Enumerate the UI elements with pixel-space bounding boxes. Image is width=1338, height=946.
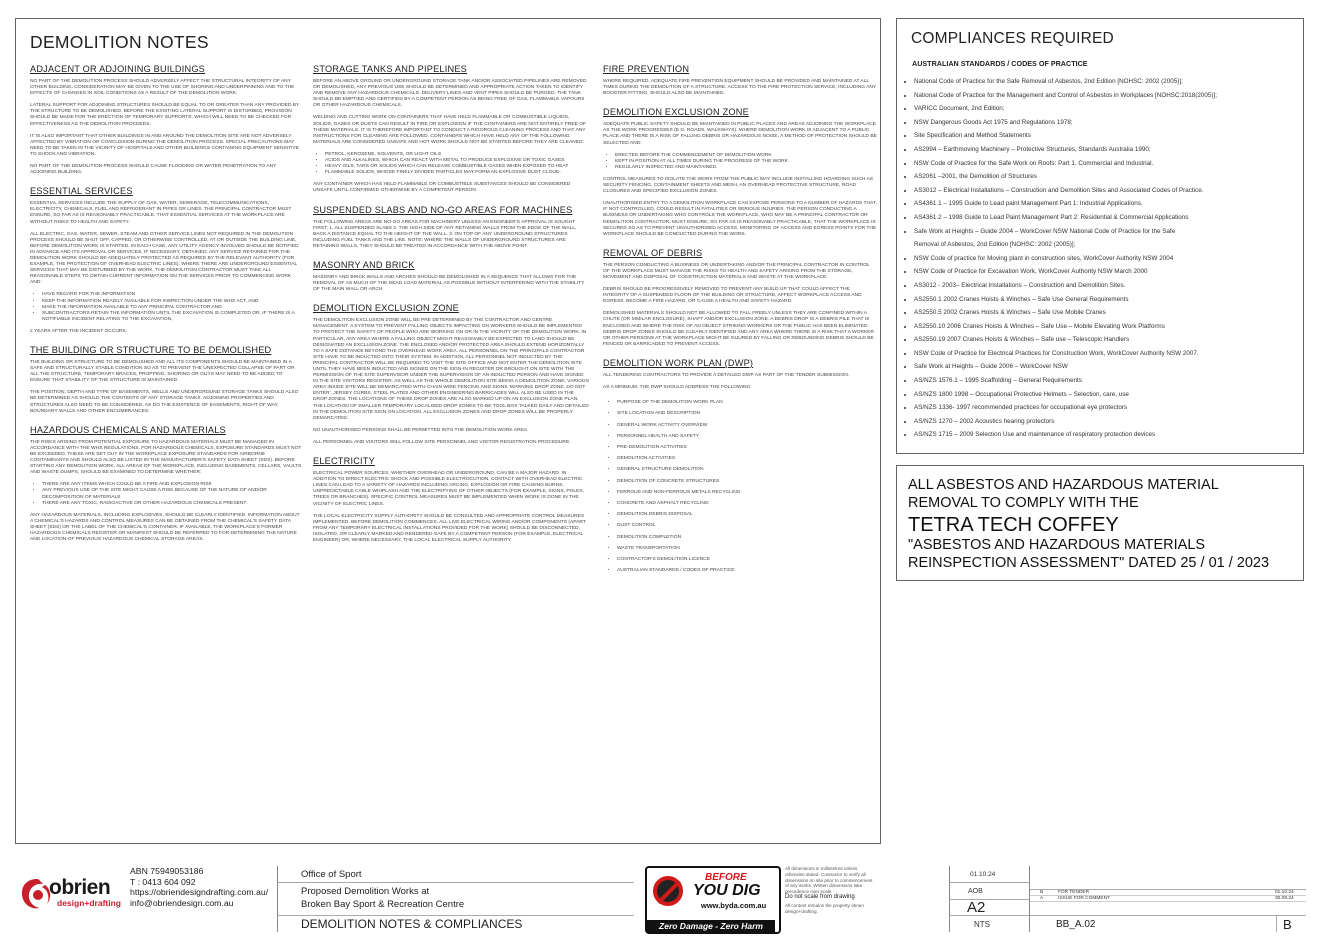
section-paragraph: AS A MINIMUM, THE DWP SHOULD ADDRESS THE FOLLOWING: — [603, 385, 752, 390]
section-paragraph: ANY CONTAINER WHICH HAS HELD FLAMMABLE OR COMBUSTIBLE SUBSTANCES SHOULD BE CONSIDERED UNSAFE UNTIL CONFIRMED OTHERWISE BY A COMPETENT PERSON — [313, 182, 571, 194]
sheet-size: A2 — [967, 899, 986, 916]
compliance-item: • NSW Code of Practice for Excavation Work, WorkCover Authority NSW March 2000 — [914, 265, 1309, 279]
asbestos-note-line-4: "ASBESTOS AND HAZARDOUS MATERIALS — [908, 537, 1206, 553]
bullet-item: • WASTE TRANSPORTATION — [617, 543, 877, 554]
section-paragraph: UNAUTHORISED ENTRY TO A DEMOLITION WORKPLACE CAN EXPOSE PERSONS TO A NUMBER OF HAZARDS THAT, IF NOT CONTROLLED, COULD RESULT IN FATALITIES OR SERIOUS INJURIES. THE PERSON CONDUCTING A BUSINESS OR UNDERTAKING WHO CONTROLS THE WORKPLACE, WHO MAY BE A PRINCIPAL CONTRACTOR OR DEMOLITION CONTRACTOR, MUST ENSURE, SO FAR AS IS REASONABLY PRACTICABLE, THAT THE WORKPLACE IS SECURED SO AS TO PREVENT UNAUTHORISED ACCESS. MONITORING OF ACCESS AND EGRESS POINTS FOR THE WORKPLACE SHOULD BE CONDUCTED DURING THE WORK. — [603, 201, 877, 237]
demolition-notes-panel — [15, 18, 881, 844]
compliance-item: • Site Specification and Method Statements — [914, 129, 1309, 143]
compliance-item: • National Code of Practice for the Safe Removal of Asbestos, 2nd Edition [NOHSC: 2002 (2005)]; — [914, 75, 1309, 89]
notes-section — [313, 260, 589, 293]
company-phone: T : 0413 604 092 — [130, 876, 196, 887]
section-paragraph: MASONRY AND BRICK WALLS AND ARCHES SHOULD BE DEMOLISHED IN A SEQUENCE THAT ALLOWS FOR THE REMOVAL OF AS MUCH OF THE DEAD LOAD MATERIAL AS POSSIBLE WITHOUT INTERFERING WITH THE STABILITY OF THE MAIN WALL OR ARCH. — [313, 274, 585, 293]
notes-section — [313, 303, 589, 446]
dyd-line-2: YOU DIG — [693, 882, 761, 899]
compliances-title: COMPLIANCES REQUIRED — [911, 30, 1114, 47]
logo-tagline: design+drafting — [57, 898, 121, 908]
bullet-item: • REGULARLY INSPECTED AND MAINTAINED. — [615, 165, 877, 171]
section-heading: ELECTRICITY — [313, 456, 375, 467]
notes-text: All dimensions in millimetres unless otherwise stated. Contractor to verify all dimensions on site prior to commencement of any works. Written dimensions take precedence over scale. — [785, 866, 873, 895]
compliance-item: • National Code of Practice for the Management and Control of Asbestos in Workplaces [NOHSC:2018(2005)]; — [914, 89, 1309, 103]
revision-date: 30.09.24 — [1275, 896, 1294, 901]
compliance-item: • AS4361.1 – 1995 Guide to Lead paint Management Part 1: Industrial Applications. — [914, 197, 1309, 211]
section-heading: DEMOLITION EXCLUSION ZONE — [603, 107, 749, 118]
section-bullet-list — [603, 153, 877, 171]
bullet-item: • PRE-DEMOLITION ACTIVITIES — [617, 442, 877, 453]
compliance-item: • AS/NZS 1715 – 2009 Selection Use and maintenance of respiratory protection devices — [914, 428, 1309, 442]
bullet-item: • SUBCONTRACTORS RETAIN THE INFORMATION UNTIL THE EXCAVATION IS COMPLETED OR, IF THERE IS A NOTIFIABLE INCIDENT RELATING TO THE EXCAVATION, — [42, 311, 302, 323]
section-heading: SUSPENDED SLABS AND NO-GO AREAS FOR MACHINES — [313, 204, 573, 215]
section-paragraph: 2 YEARS AFTER THE INCIDENT OCCURS. — [30, 328, 128, 334]
company-logo — [19, 874, 127, 914]
revision-code: A — [1040, 896, 1044, 901]
section-paragraph: THE PERSON CONDUCTING A BUSINESS OR UNDERTAKING AND/OR THE PRINCIPAL CONTRACTOR IN CONTROL OF THE WORKPLACE MUST MANAGE THE RISKS TO HEALTH AND SAFETY ARISING FROM THE STORAGE, MOVEMENT AND DISPOSAL OF CONSTRUCTION MATERIALS AND WASTE AT THE WORKPLACE. — [603, 262, 870, 280]
section-paragraph: WELDING AND CUTTING WORK ON CONTAINERS THAT HAVE HELD FLAMMABLE OR COMBUSTIBLE LIQUIDS, SOLIDS, GASES OR DUSTS CAN RESULT IN FIRE OR EXPLOSION IF THE CONTAINERS ARE NOT ENTIRELY FREE OF THESE MATERIALS. IT IS THEREFORE IMPORTANT TO CONDUCT A RIGOROUS CLEANING PROCESS AND THAT ANY INSTRUCTIONS FOR CLEANING ARE FOLLOWED. CONTAINERS WHICH HAVE HELD ANY OF THE FOLLOWING MATERIALS ARE CONSIDERED UNSAFE AND HOT WORK SHOULD NOT BE STARTED BEFORE THEY ARE CLEANED: — [313, 115, 587, 145]
revision-description: FOR TENDER — [1058, 890, 1090, 895]
bullet-item: • DUST CONTROL — [617, 520, 877, 531]
section-paragraph: BEFORE AN ABOVE GROUND OR UNDERGROUND STORAGE TANK AND/OR ASSOCIATED PIPELINES ARE REMOVED OR DEMOLISHED, ANY PREVIOUS USE SHOULD BE DETERMINED AND APPROPRIATE ACTION TAKEN TO IDENTIFY AND REMOVE ANY HAZARDOUS CHEMICALS. DELIVERY LINES AND VENT PIPES SHOULD BE PURGED. THE TANK SHOULD BE EMPTIED AND CERTIFIED BY A COMPETENT PERSON AS BEING FREE OF GAS, FLAMMABLE VAPOURS OR OTHER HAZARDOUS CHEMICALS. — [313, 79, 587, 109]
notes-section — [313, 205, 589, 250]
compliance-item: • NSW Code of Practice for the Safe Work on Roofs: Part 1. Commercial and Industrial. — [914, 157, 1309, 171]
compliance-item: • AS/NZS 1336- 1997 recommended practices for occupational eye protectors — [914, 401, 1309, 415]
section-paragraph: NO PART OF THE DEMOLITION PROCESS SHOULD ADVERSELY AFFECT THE STRUCTURAL INTEGRITY OF ANY OTHER BUILDING. CONSIDERATION MAY BE GIVEN TO THE USE OF SHORING AND UNDERPINNING AND TO THE EFFECTS OF CHANGES IN SOIL CONDITIONS AS A RESULT OF THE DEMOLITION WORK. — [30, 79, 295, 97]
compliance-item: • AS/NZS 1800 1998 – Occupational Protective Helmets – Selection, care, use — [914, 388, 1309, 402]
asbestos-note-line-3: TETRA TECH COFFEY — [908, 514, 1119, 536]
compliance-item: • AS2550.10 2006 Cranes Hoists & Winches – Safe Use – Mobile Elevating Work Platforms — [914, 320, 1309, 334]
section-bullet-list — [30, 482, 302, 506]
section-heading: DEMOLITION WORK PLAN (DWP) — [603, 357, 754, 368]
bullet-item: • ANY PREVIOUS USE OF THE SITE MIGHT CAUSE A RISK BECAUSE OF THE NATURE OF AND/OR DECOMPOSITION OF MATERIALS — [42, 488, 302, 500]
client-name: Office of Sport — [301, 869, 362, 880]
section-bullet-list — [30, 292, 302, 322]
logo-name: obrien — [49, 876, 111, 899]
section-paragraph: THE POSITION, DEPTH AND TYPE OF BASEMENTS, WELLS AND UNDERGROUND STORAGE TANKS SHOULD ALSO BE DETERMINED AS SHOULD THE CONTENTS OF ANY STORAGE TANKS. ADJOINING PROPERTIES AND STRUCTURES ALSO NEED TO BE CONSIDERED, AS DO THE EXISTENCE OF EASEMENTS, RIGHT OF WAY, BOUNDARY WALLS AND OTHER ENCUMBRANCES. — [30, 390, 299, 414]
revision-description: ISSUE FOR COMMENT — [1058, 896, 1110, 901]
bullet-item: • SITE LOCATION AND DESCRIPTION — [617, 408, 877, 419]
no-dig-icon — [653, 876, 683, 906]
company-abn: ABN 75949053186 — [130, 866, 204, 876]
asbestos-note-line-2: REMOVAL TO COMPLY WITH THE — [908, 495, 1139, 511]
company-website[interactable]: https://obriendesigndrafting.com.au/ — [130, 887, 269, 897]
notes-section — [313, 456, 589, 544]
drawing-number: BB_A.02 — [1056, 919, 1096, 930]
bullet-item: • DEMOLITION OF CONCRETE STRUCTURES — [617, 476, 877, 487]
notes-section — [603, 64, 877, 97]
compliance-item: • AS/NZS 1576.1 – 1995 Scaffolding – General Requirements — [914, 374, 1309, 388]
compliances-panel — [896, 18, 1304, 454]
bullet-item: • HAVE REGARD FOR THE INFORMATION — [42, 292, 302, 298]
section-paragraph: THE RISKS ARISING FROM POTENTIAL EXPOSURE TO HAZARDOUS MATERIALS MUST BE MANAGED IN ACCORDANCE WITH THE WHS REGULATIONS. FOR HAZARDOUS CHEMICALS, EXPOSURE STANDARDS MUST NOT BE EXCEEDED. THESE ARE SET OUT IN THE WORKPLACE EXPOSURE STANDARDS FOR AIRBORNE CONTAMINANTS AND SHOULD ALSO BE LISTED IN THE MANUFACTURER'S SAFETY DATA SHEET (SDS). BEFORE STARTING ANY DEMOLITION WORK, ALL AREAS OF THE WORKPLACE, INCLUDING BASEMENTS, CELLARS, VAULTS AND WASTE DUMPS, SHOULD BE EXAMINED TO DETERMINE WHETHER: — [30, 439, 302, 476]
company-email[interactable]: info@obriendesign.com.au — [130, 897, 234, 908]
section-paragraph: THE LOCAL ELECTRICITY SUPPLY AUTHORITY SHOULD BE CONSULTED AND APPROPRIATE CONTROL MEASURES IMPLEMENTED. BEFORE DEMOLITION COMMENCES, ALL LIVE ELECTRICAL WIRING AND/OR COMPONENTS (APART FROM ANY TEMPORARY ELECTRICAL INSTALLATIONS PROVIDED FOR THE WORK) SHOULD BE DISCONNECTED, ISOLATED, OR CLEARLY MARKED AND RENDERED SAFE BY A COMPETENT PERSON (FOR EXAMPLE, ELECTRICAL ENGINEER) OR, WHERE NECESSARY, THE LOCAL ELECTRICAL SUPPLY AUTHORITY. — [313, 513, 586, 543]
bullet-item: • ACIDS AND ALKALINES, WHICH CAN REACT WITH METAL TO PRODUCE EXPLOSIVE OR TOXIC GASES — [325, 158, 589, 164]
section-heading: DEMOLITION EXCLUSION ZONE — [313, 303, 459, 314]
section-heading: ADJACENT OR ADJOINING BUILDINGS — [30, 64, 206, 74]
section-paragraph: ESSENTIAL SERVICES INCLUDE THE SUPPLY OF GAS, WATER, SEWERAGE, TELECOMMUNICATIONS, ELECTRICITY, CHEMICALS, FUEL AND REFRIGERANT IN PIPES OR LINES. THE PRINCIPAL CONTRACTOR MUST ENSURE, SO FAR AS IS REASONABLY PRACTICABLE, THAT ESSENTIAL SERVICES AT THE WORKPLACE ARE WITHOUT RISKS TO HEALTH AND SAFETY. — [30, 201, 292, 225]
compliance-item: • AS/NZS 1270 – 2002 Acoustics hearing protectors — [914, 415, 1309, 429]
section-paragraph: ELECTRICAL POWER SOURCES, WHETHER OVERHEAD OR UNDERGROUND, CAN BE A MAJOR HAZARD. IN ADDITION TO DIRECT ELECTRIC SHOCK AND POSSIBLE ELECTROCUTION, CONTACT WITH OVERHEAD ELECTRIC LINES CAN LEAD TO A VARIETY OF HAZARDS INCLUDING ARCING, EXPLOSION OR FIRE CAUSING BURNS, UNPREDICTABLE CABLE WHIPLASH AND THE ELECTRIFYING OF OTHER OBJECTS (FOR EXAMPLE, SIGNS, POLES, TREES OR BRANCHES). SPECIFIC CONTROL MEASURES MUST BE IMPLEMENTED WHEN WORK IS DONE IN THE VICINITY OF ELECTRIC LINES. — [313, 471, 585, 507]
compliance-item: • AS2550.1 2002 Cranes Hoists & Winches – Safe Use General Requirements — [914, 293, 1309, 307]
section-heading: THE BUILDING OR STRUCTURE TO BE DEMOLISHED — [30, 345, 272, 355]
drawing-title: DEMOLITION NOTES & COMPLIANCES — [301, 917, 523, 931]
drawing-notes — [785, 866, 877, 914]
section-paragraph: ALL ELECTRIC, GAS, WATER, SEWER, STEAM AND OTHER SERVICE LINES NOT REQUIRED IN THE DEMOLITION PROCESS SHOULD BE SHUT OFF, CAPPED, OR OTHERWISE CONTROLLED, AT OR OUTSIDE THE BUILDING LINE, BEFORE DEMOLITION WORK IS STARTED. IN EACH CASE, ANY UTILITY AGENCY INVOLVED SHOULD BE NOTIFIED IN ADVANCE AND ITS APPROVAL OR SERVICES, IF NECESSARY, OBTAINED. ANY SERVICE RETAINED FOR THE DEMOLITION WORK SHOULD BE ADEQUATELY PROTECTED AS REQUIRED BY THE RELEVANT AUTHORITY (FOR EXAMPLE, THE PROTECTION OF OVERHEAD ELECTRIC LINES). WHERE THERE ARE UNDERGROUND ESSENTIAL SERVICES THAT MAY BE DISTURBED BY THE WORK, THE DEMOLITION CONTRACTOR MUST TAKE ALL REASONABLE STEPS TO OBTAIN CURRENT INFORMATION ON THE SERVICES PRIOR TO COMMENCING WORK AND: — [30, 231, 299, 286]
demolition-notes-title: DEMOLITION NOTES — [30, 32, 209, 52]
section-bullet-list — [603, 397, 877, 576]
bullet-item: • GENERAL WORK ACTIVITY OVERVIEW — [617, 420, 877, 431]
bullet-item: • FLAMMABLE SOLIDS, WHOSE FINELY DIVIDED PARTICLES MAY FORM AN EXPLOSIVE DUST CLOUD. — [325, 170, 589, 176]
section-paragraph: NO UNAUTHORISED PERSONS SHALL BE PERMITTED INTO THE DEMOLITION WORK AREA. — [313, 427, 529, 433]
section-bullet-list — [313, 152, 589, 176]
section-paragraph: WHERE REQUIRED, ADEQUATE FIRE PREVENTION EQUIPMENT SHOULD BE PROVIDED AND MAINTAINED AT ALL TIMES DURING THE DEMOLITION OF A STRUCTURE. ACCESS TO THE FIRE PROTECTION SERVICE, INCLUDING ANY BOOSTER FITTING, SHOULD ALSO BE MAINTAINED. — [603, 79, 877, 97]
section-paragraph: LATERAL SUPPORT FOR ADJOINING STRUCTURES SHOULD BE EQUAL TO OR GREATER THAN ANY PROVIDED BY THE STRUCTURE TO BE DEMOLISHED. BEFORE THE EXISTING LATERAL SUPPORT IS DISTURBED, PROVISION SHOULD BE MADE FOR THE ERECTION OF TEMPORARY SUPPORTS, WHICH WILL NEED TO BE CHECKED FOR EFFECTIVENESS AS THE DEMOLITION PROCEEDS. — [30, 103, 300, 127]
compliance-item: • NSW Code of Practice for Electrical Practices for Construction Work, WorkCover Authority NSW 2007. — [914, 347, 1309, 361]
compliances-list — [903, 75, 1309, 442]
sheet-drawn: AOB — [968, 888, 983, 895]
compliance-item: • AS3012 – Electrical Installations – Construction and Demolition Sites and Associated Codes of Practice. — [914, 184, 1309, 198]
bullet-item: • GENERAL STRUCTURE DEMOLITION — [617, 464, 877, 475]
section-paragraph: THE FOLLOWING AREAS ARE NO-GO AREAS FOR MACHINERY UNLESS AN ENGINEER'S APPROVAL IS SOUGHT FIRST: 1. ALL SUSPENDED SLABS 2. THE HIGH SIDE OF ANY RETAINING WALLS FROM THE EDGE OF THE WALL, BACK A DISTANCE EQUAL TO THE HEIGHT OF THE WALL. 3. ON TOP OF ANY UNDERGROUND STRUCTURES INCLUDING FUEL TANKS AND THE LIKE. NOTE: WHERE THE WALLS OF UNDERGROUND STRUCTURES ARE RETAINING WALLS, THEY SHOULD BE TREATED IN ACCORDANCE WITH THE ABOVE POINT. — [313, 219, 577, 249]
bullet-item: • THERE ARE ANY TOXIC, RADIOACTIVE OR OTHER HAZARDOUS CHEMICALS PRESENT. — [42, 501, 302, 507]
compliance-item: • Safe Work at Heights – Guide 2004 – WorkCover NSW National Code of Practice for the Safe — [914, 225, 1309, 239]
revision-date: 01.10.24 — [1275, 890, 1294, 895]
project-line-2: Broken Bay Sport & Recreation Centre — [301, 899, 465, 910]
bullet-item: • DEMOLITION DEBRIS DISPOSAL — [617, 509, 877, 520]
compliance-item: • AS2550.19 2007 Cranes Hoists & Winches – Safe use – Telescopic Handlers — [914, 333, 1309, 347]
bullet-item: • DEMOLITION ACTIVITIES — [617, 453, 877, 464]
dyd-slogan: Zero Damage - Zero Harm — [647, 920, 775, 932]
bullet-item: • DEMOLITION COMPLETION — [617, 532, 877, 543]
project-info — [277, 866, 634, 932]
bullet-item: • THERE ARE ANY ITEMS WHICH COULD BE A FIRE AND EXPLOSION RISK — [42, 482, 302, 488]
notes-section — [313, 64, 589, 195]
notes-section — [603, 358, 877, 576]
section-paragraph: ALL PERSONNEL AND VISITORS WILL FOLLOW SITE PERSONNEL AND VISITOR REGISTRATION PROCEDURE. — [313, 439, 571, 445]
bullet-item: • KEPT IN POSITION AT ALL TIMES DURING THE PROGRESS OF THE WORK — [615, 159, 877, 165]
notes-column-1 — [30, 64, 302, 839]
bullet-item: • PERSONNEL HEALTH AND SAFETY — [617, 431, 877, 442]
sheet-date: 01.10.24 — [970, 871, 996, 878]
section-heading: ESSENTIAL SERVICES — [30, 186, 133, 197]
bullet-item: • ERECTED BEFORE THE COMMENCEMENT OF DEMOLITION WORK — [615, 153, 877, 159]
notes-section — [30, 64, 302, 176]
notes-section — [30, 345, 302, 415]
compliance-item: • AS2994 – Earthmoving Machinery – Protective Structures, Standards Australia 1990; — [914, 143, 1309, 157]
section-heading: MASONRY AND BRICK — [313, 259, 415, 270]
section-paragraph: CONTROL MEASURES TO ISOLATE THE WORK FROM THE PUBLIC MAY INCLUDE INSTALLING HOARDING SUCH AS SECURITY FENCING, CONTAINMENT SHEETS AND MESH, AN OVERHEAD PROTECTIVE STRUCTURE, ROAD CLOSURES AND SPECIFIED EXCLUSION ZONES. — [603, 176, 874, 195]
compliance-item: • NSW Dangerous Goods Act 1975 and Regulations 1978; — [914, 116, 1309, 130]
section-paragraph: ADEQUATE PUBLIC SAFETY SHOULD BE MAINTAINED IN PUBLIC PLACES AND AREAS ADJOINING THE WORKPLACE AS THE WORK PROGRESSES (E.G. ROADS, WALKWAYS). WHERE DEMOLITION WORK IS ADJACENT TO A PUBLIC PLACE AND THERE IS A RISK OF FALLING DEBRIS OR HAZARDOUS NOISE, A METHOD OF PROTECTION SHOULD BE SELECTED AND: — [603, 122, 877, 146]
notes-do-not-scale: Do not scale from drawing — [785, 893, 855, 900]
sheet-scale: NTS — [974, 920, 990, 929]
notes-section — [30, 425, 302, 543]
notes-section — [603, 248, 877, 348]
asbestos-note-panel — [896, 465, 1304, 581]
dyd-url: www.byda.com.au — [701, 901, 767, 910]
bullet-item: • CONCRETE AND ASPHALT RECYCLING — [617, 498, 877, 509]
asbestos-note-line-5: REINSPECTION ASSESSMENT" DATED 25 / 01 / 2023 — [908, 555, 1270, 571]
bullet-item: • FERROUS AND NON-FERROUS METALS RECYCLING — [617, 487, 877, 498]
compliance-item-continuation: Removal of Asbestos, 2nd Edition [NOHSC: 2002 (2005)]; — [914, 241, 1076, 249]
section-paragraph: NO PART OF THE DEMOLITION PROCESS SHOULD CAUSE FLOODING OR WATER PENETRATION TO ANY ADJOINING BUILDING. — [30, 164, 277, 176]
section-heading: STORAGE TANKS AND PIPELINES — [313, 64, 467, 74]
compliance-item: • AS3012 - 2003– Electrical Installations – Construction and Demolition Sites. — [914, 279, 1309, 293]
section-paragraph: DEMOLISHED MATERIALS SHOULD NOT BE ALLOWED TO FALL FREELY UNLESS THEY ARE CONFINED WITHIN A CHUTE (OR SIMILAR ENCLOSURE), SHAFT AND/OR EXCLUSION ZONE. A DEBRIS DROP IS A DEBRIS PILE THAT IS ENCLOSED AND WHERE THE RISK OF AN OBJECT STRIKING WORKERS OR THE PUBLIC HAS BEEN ELIMINATED. DEBRIS DROP ZONES SHOULD BE CLEARLY IDENTIFIED AND ANY AREA WHERE THERE IS A RISK THAT A WORKER OR OTHER PERSONS AT THE WORKPLACE MIGHT BE INJURED BY FALLING OR REBOUNDING DEBRIS SHOULD BE FENCED OR BARRICADED TO PREVENT ACCESS. — [603, 311, 875, 347]
bullet-item: • KEEP THE INFORMATION READILY AVAILABLE FOR INSPECTION UNDER THE WHS ACT, AND — [42, 299, 302, 305]
notes-column-3 — [603, 64, 877, 839]
revision-table — [1029, 866, 1306, 932]
revision-code: B — [1040, 890, 1044, 895]
company-contact — [130, 866, 268, 908]
section-heading: HAZARDOUS CHEMICALS AND MATERIALS — [30, 424, 226, 435]
compliance-item: • AS2061 –2001, the Demolition of Structures — [914, 170, 1309, 184]
section-paragraph: ANY HAZARDOUS MATERIALS, INCLUDING EXPLOSIVES, SHOULD BE CLEARLY IDENTIFIED. INFORMATION ABOUT A CHEMICAL'S HAZARDS AND CONTROL MEASURES CAN BE OBTAINED FROM THE CHEMICAL'S SAFETY DATA SHEET (SDS) OR THE LABEL OF THE CHEMICAL'S CONTAINER. IF AVAILABLE, THE WORKPLACE'S FORMER HAZARDOUS CHEMICALS REGISTER OR MANIFEST SHOULD BE REFERRED TO FOR DETERMINING THE NATURE AND LOCATION OF PREVIOUS HAZARDOUS CHEMICAL STORAGE AREAS. — [30, 512, 300, 543]
bullet-item: • HEAVY OILS, TARS OR SOLIDS WHICH CAN RELEASE COMBUSTIBLE GASES WHEN EXPOSED TO HEAT — [325, 164, 589, 170]
asbestos-note-line-1: ALL ASBESTOS AND HAZARDOUS MATERIAL — [908, 477, 1219, 493]
sheet-info — [949, 866, 1030, 932]
before-you-dig-logo — [645, 866, 781, 934]
compliance-item: • VARICC Document, 2nd Edition; — [914, 102, 1309, 116]
compliance-item: • NSW Code of practice for Moving plant in construction sites, WorkCover Authority NSW 2004 — [914, 252, 1309, 266]
bullet-item: • CONTRACTOR'S DEMOLITION LICENCE — [617, 554, 877, 565]
bullet-item: • PURPOSE OF THE DEMOLITION WORK PLAN — [617, 397, 877, 408]
project-line-1: Proposed Demolition Works at — [301, 886, 430, 897]
dyd-line-1: BEFORE — [705, 872, 747, 883]
section-heading: REMOVAL OF DEBRIS — [603, 247, 703, 258]
section-paragraph: DEBRIS SHOULD BE PROGRESSIVELY REMOVED TO PREVENT ANY BUILD UP THAT COULD AFFECT THE INTEGRITY OF A SUSPENDED FLOOR OF THE BUILDING OR STRUCTURE, AFFECT WORKPLACE ACCESS AND EGRESS, BECOME A FIRE HAZARD, OR CAUSE A HEALTH AND SAFETY HAZARD. — [603, 287, 862, 305]
title-block — [15, 862, 1305, 932]
compliances-subtitle: AUSTRALIAN STANDARDS / CODES OF PRACTICE — [912, 59, 1088, 68]
section-heading: FIRE PREVENTION — [603, 64, 690, 74]
section-paragraph: THE BUILDING OR STRUCTURE TO BE DEMOLISHED AND ALL ITS COMPONENTS SHOULD BE MAINTAINED IN A SAFE AND STRUCTURALLY STABLE CONDITION SO AS TO PREVENT THE UNEXPECTED COLLAPSE OF PART OR ALL THE STRUCTURE. TEMPORARY BRACES, PROPPING, SHORING OR GUYS MAY NEED TO BE ADDED TO ENSURE THAT STABILITY OF THE STRUCTURE IS MAINTAINED. — [30, 360, 295, 384]
notes-section — [603, 107, 877, 238]
drawing-revision: B — [1283, 917, 1292, 932]
section-paragraph: ALL TENDERING CONTRACTORS TO PROVIDE A DETAILED DWP AS PART OF THE TENDER SUBMISSION. — [603, 372, 850, 378]
bullet-item: • PETROL, KEROSENE, SOLVENTS, OR LIGHT OILS — [325, 152, 589, 158]
section-paragraph: THE DEMOLITION EXCLUSION ZONE WILL BE PRE DETERMINED BY THE CONTRACTOR AND CENTRE MANAGEMENT. A SYSTEM TO PREVENT FALLING OBJECTS IMPACTING ON WORKERS SHOULD BE IMPLEMENTED TO PROTECT THE SAFETY OF PEOPLE WHO ARE WORKING ON OR IN THE VICINITY OF THE DEMOLITION WORK. IN PARTICULAR, ANY AREA WHERE A FALLING OBJECT MIGHT REASONABLY BE EXPECTED TO LAND SHOULD BE DESIGNATED AN EXCLUSION ZONE. THE ENCLOSED AND/OR PROTECTED AREA SHOULD EXTEND HORIZONTALLY TO A SAFE DISTANCE BEYOND THE OVERHEAD WORK AREA. ALL PERSONNEL ON THE PRINCIPALS CONTRACTOR SITE HAVE TO BE INDUCTED INTO THEIR SYSTEM. IN ADDITION, ALL PERSONNEL NOT INDUCTED BY THE PRINCIPAL CONTRACTOR WILL BE REQUIRED TO VISIT THE SITE OFFICE AND NOT ENTER THE DEMOLITION SITE UNTIL THEY HAVE BEEN INDUCTED AND SIGNED ON THE SIGN-IN REGISTER OR BROUGHT ON SITE WITH THE PERMISSION OF THE SITE SUPERVISOR UNDER THE SUPERVISION OF AN INDUCTED PERSON AND HAVE SIGNED IN THE SITE VISITORS REGISTER. AS WELL AS THE WHOLE DEMOLITION SITE BEING A DEMOLITION ZONE, VARIOUS AREA INSIDE SITE WILL BE DEMARCATED WITH CHAIN WIRE FENCING AND SIGNS 'WARNING DROP ZONE. DO NOT ENTER'. JERSEY CURBS, STEEL PLATES AND OTHER ENGINEERING BARRICADES WILL ALSO BE USED IN THE DROP ZONES. THE LOCATIONS OF THESE DROP ZONES ARE ALSO MARKED UP ON AN EXCLUSION ZONE PLAN. THE LOCATION OF SMALLER TEMPORARY LOCALISED DROP ZONES TO BE TOOL BOX TALKED DAILY AND DETAILED IN THE DEMOLITION SITE SIGN ON LOCATION. ALL EXCLUSION ZONES AND DROP ZONES WILL BE PROPERLY DEMARCATED. — [313, 318, 589, 421]
notes-column-2 — [313, 64, 589, 839]
section-paragraph: IT IS ALSO IMPORTANT THAT OTHER BUILDINGS IN AND AROUND THE DEMOLITION SITE ARE NOT ADVERSELY AFFECTED BY VIBRATION OR CONCUSSION DURING THE DEMOLITION PROCESS. SPECIAL PRECAUTIONS MAY NEED TO BE TAKEN IN THE VICINITY OF HOSPITALS AND OTHER BUILDINGS CONTAINING EQUIPMENT SENSITIVE TO SHOCK AND VIBRATION. — [30, 133, 300, 157]
compliance-item: • AS2550.5 2002 Cranes Hoists & Winches – Safe Use Mobile Cranes — [914, 306, 1309, 320]
compliance-item: • Safe Work at Heights – Guide 2006 – WorkCover NSW — [914, 360, 1309, 374]
bullet-item: • AUSTRALIAN STANDARDS / CODES OF PRACTICE — [617, 565, 877, 576]
notes-copyright: All content remains the property obrien design+drafting. — [785, 902, 864, 914]
notes-section — [30, 186, 302, 335]
bullet-item: • MAKE THE INFORMATION AVAILABLE TO ANY PRINCIPAL CONTRACTOR AND — [42, 305, 302, 311]
compliance-item: • AS4361.2 – 1998 Guide to Lead Paint Management Part 2: Residential & Commercial Applications — [914, 211, 1309, 225]
